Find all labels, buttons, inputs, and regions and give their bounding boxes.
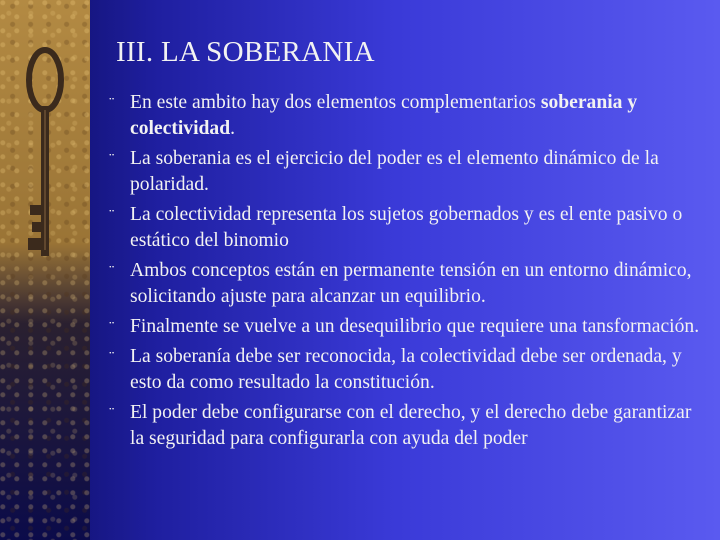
- item-text: Finalmente se vuelve a un desequilibrio que requiere una tansformación.: [130, 316, 700, 337]
- list-item: [109, 90, 709, 142]
- item-bold-text: soberania y colectividad: [130, 92, 638, 139]
- slide-title: III. LA SOBERANIA: [116, 36, 375, 68]
- bullet-icon: ¨: [109, 319, 115, 336]
- list-item: [109, 314, 709, 340]
- left-decor-panel: [0, 0, 90, 540]
- item-text: La colectividad representa los sujetos gobernados y es el ente pasivo o estático del binomio: [130, 204, 683, 251]
- item-text: En este ambito hay dos elementos complementarios: [130, 92, 541, 113]
- bullet-icon: ¨: [109, 405, 115, 422]
- key-icon: [10, 40, 80, 270]
- list-item: [109, 400, 709, 452]
- bullet-icon: ¨: [109, 263, 115, 280]
- bullet-list: [109, 90, 709, 456]
- item-text-suffix: .: [230, 118, 236, 139]
- list-item: [109, 202, 709, 254]
- item-text: La soberanía debe ser reconocida, la colectividad debe ser ordenada, y esto da como resultado la constitución.: [130, 346, 682, 393]
- bullet-icon: ¨: [109, 207, 115, 224]
- item-text: El poder debe configurarse con el derecho, y el derecho debe garantizar la seguridad para configurarla con ayuda del poder: [130, 402, 692, 449]
- list-item: [109, 344, 709, 396]
- list-item: [109, 146, 709, 198]
- item-text: La soberania es el ejercicio del poder es el elemento dinámico de la polaridad.: [130, 148, 659, 195]
- bullet-icon: ¨: [109, 349, 115, 366]
- bullet-icon: ¨: [109, 151, 115, 168]
- item-text: Ambos conceptos están en permanente tensión en un entorno dinámico, solicitando ajuste para alcanzar un equilibrio.: [130, 260, 692, 307]
- list-item: [109, 258, 709, 310]
- bullet-icon: ¨: [109, 95, 115, 112]
